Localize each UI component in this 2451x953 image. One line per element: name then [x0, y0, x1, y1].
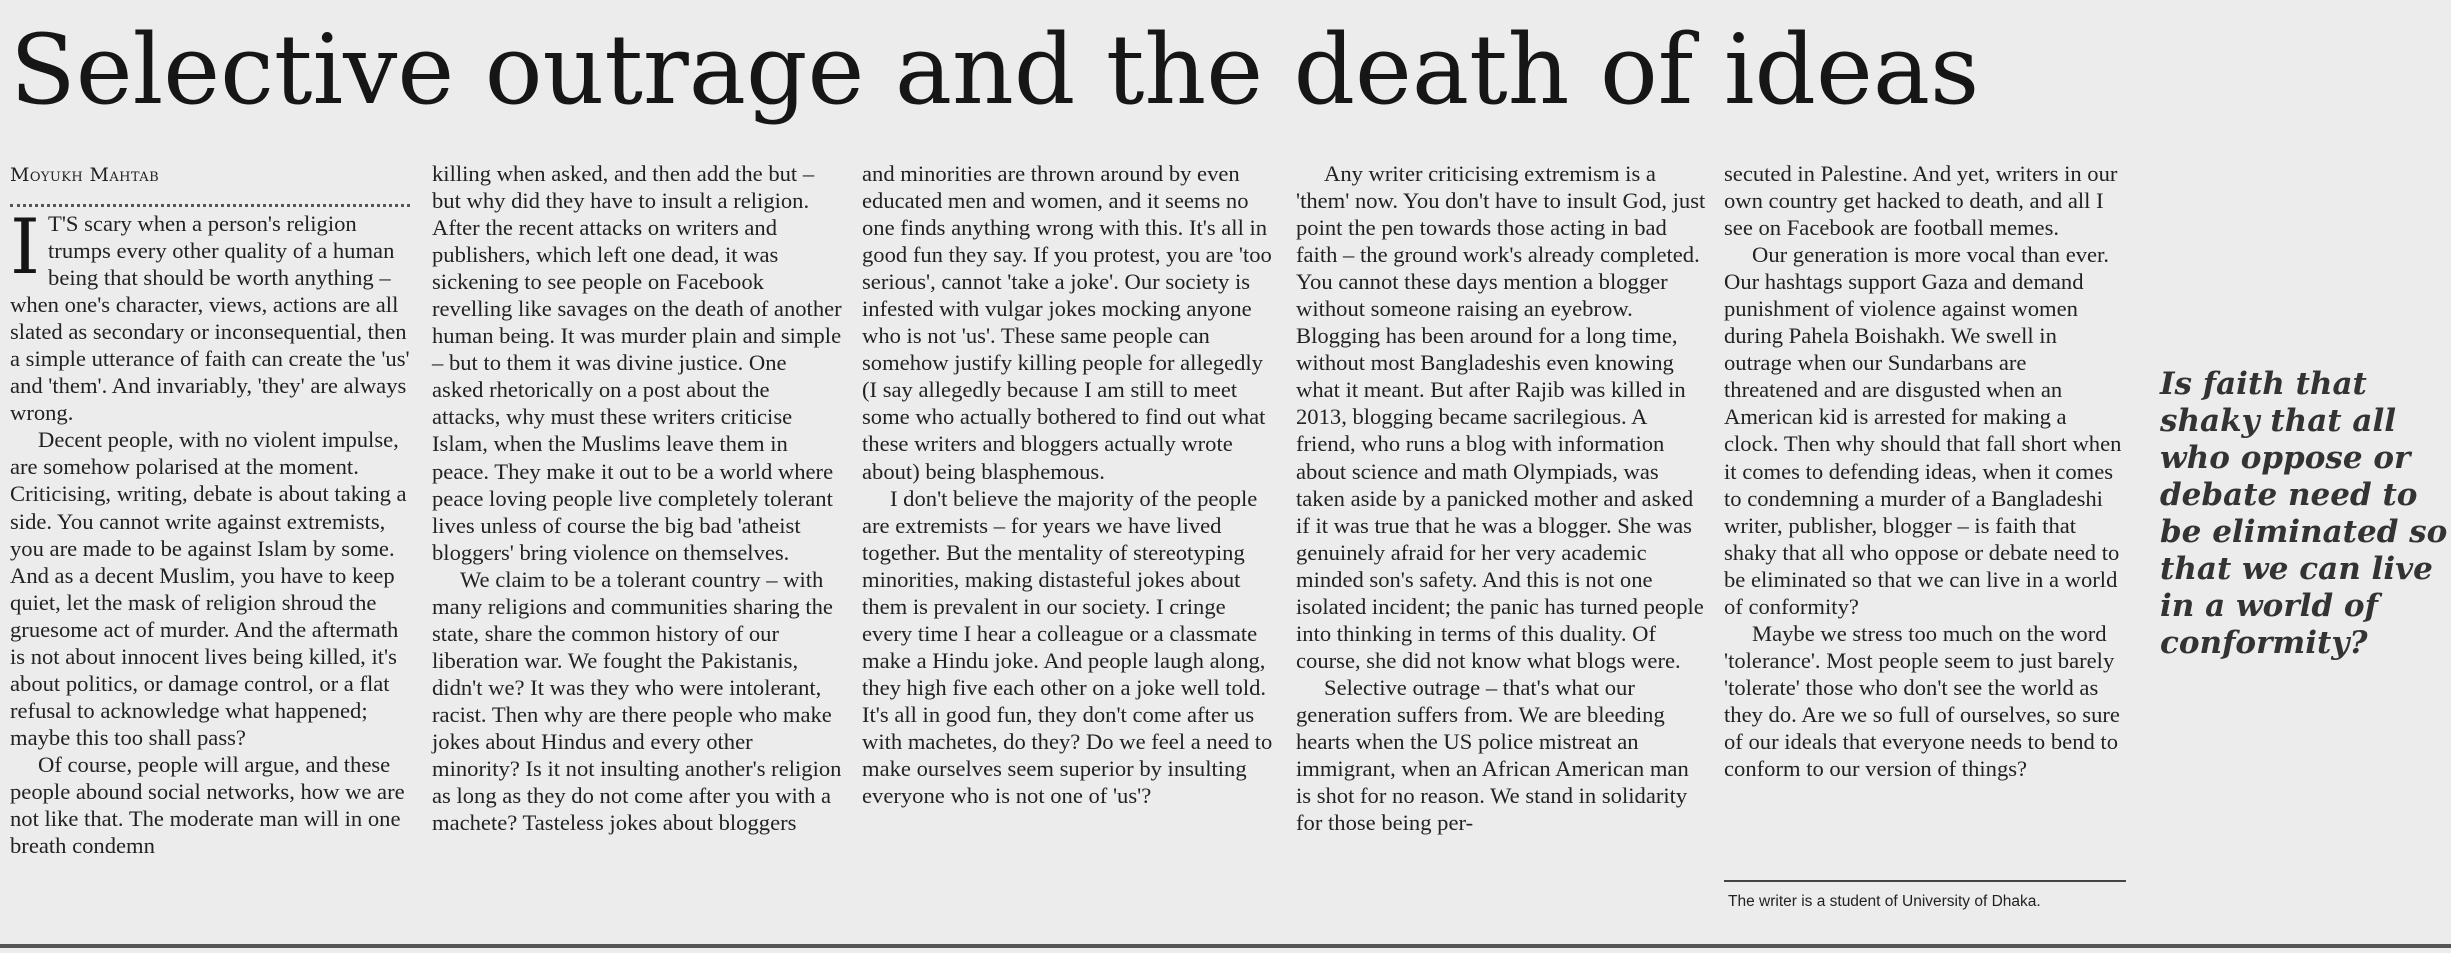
- paragraph: Our generation is more vocal than ever. Our hashtags support Gaza and demand punishment of violence against women during Pahela Boishakh. We swell in outrage when our Sundarbans are threatened and are disgusted when an American kid is arrested for making a clock. Then why should that fall short when it comes to defending ideas, when it comes to condemning a murder of a Bangladeshi writer, publisher, blogger – is faith that shaky that all who oppose or debate need to be eliminated so that we can live in a world of conformity?: [1724, 242, 2122, 619]
- pull-quote-line: Is faith that: [2160, 366, 2367, 402]
- paragraph: and minorities are thrown around by even educated men and women, and it seems no one finds anything wrong with this. It's all in good fun they say. If you protest, you are 'too serious', cannot 'take a joke'. Our society is infested with vulgar jokes mocking anyone who is not 'us'. These same people can somehow justify killing people for allegedly (I say allegedly because I am still to meet some who actually bothered to find out what these writers and bloggers actually wrote about) being blasphemous.: [862, 161, 1272, 484]
- pull-quote-line: conformity?: [2160, 625, 2368, 661]
- pull-quote: [2160, 366, 2450, 662]
- paragraph: Of course, people will argue, and these people abound social networks, how we are not like that. The moderate man will in one breath condemn: [10, 751, 405, 859]
- article-column-5: [1724, 160, 2126, 940]
- paragraph-text: T'S scary when a person's religion trumps every other quality of a human being that should be worth anything – when one's character, views, actions are all slated as secondary or inconsequential, then a simple utterance of faith can create the 'us' and 'them'. And invariably, 'they' are always wrong.: [10, 211, 410, 426]
- article-column-3: [862, 160, 1278, 940]
- credit-divider: [1724, 880, 2126, 882]
- pull-quote-line: be eliminated so: [2160, 514, 2448, 550]
- pull-quote-line: in a world of: [2160, 588, 2378, 624]
- paragraph: Any writer criticising extremism is a 'them' now. You don't have to insult God, just point the pen towards those acting in bad faith – the ground work's already completed. You cannot these days mention a blogger without someone raising an eyebrow. Blogging has been around for a long time, without most Bangladeshis even knowing what it meant. But after Rajib was killed in 2013, blogging became sacrilegious. A friend, who runs a blog with information about science and math Olympiads, was taken aside by a panicked mother and asked if it was true that he was a blogger. She was genuinely afraid for her very academic minded son's safety. And this is not one isolated incident; the panic has turned people into thinking in terms of this duality. Of course, she did not know what blogs were.: [1296, 161, 1706, 673]
- author-credit: The writer is a student of University of Dhaka.: [1728, 893, 2041, 910]
- byline: Moyukh Mahtab: [10, 164, 160, 186]
- pull-quote-line: that we can live: [2160, 551, 2433, 587]
- article-column-2: [432, 160, 842, 940]
- paragraph: secuted in Palestine. And yet, writers in our own country get hacked to death, and all I see on Facebook are football memes.: [1724, 161, 2118, 241]
- paragraph: Decent people, with no violent impulse, are somehow polarised at the moment. Criticising, writing, debate is about taking a side. You cannot write against extremists, you are made to be against Islam by some. And as a decent Muslim, you have to keep quiet, let the mask of religion shroud the gruesome act of murder. And the aftermath is not about innocent lives being killed, it's about politics, or damage control, or a flat refusal to acknowledge what happened; maybe this too shall pass?: [10, 427, 407, 750]
- byline-divider: [10, 204, 410, 207]
- pull-quote-line: debate need to: [2160, 477, 2418, 513]
- paragraph: I don't believe the majority of the people are extremists – for years we have lived together. But the mentality of stereotyping minorities, making distasteful jokes about them is prevalent in our society. I cringe every time I hear a colleague or a classmate make a Hindu joke. And people laugh along, they high five each other on a joke well told. It's all in good fun, they don't come after us with machetes, do they? Do we feel a need to make ourselves seem superior by insulting everyone who is not one of 'us'?: [862, 485, 1273, 809]
- paragraph: We claim to be a tolerant country – with many religions and communities sharing the state, share the common history of our liberation war. We fought the Pakistanis, didn't we? It was they who were intolerant, racist. Then why are there people who make jokes about Hindus and every other minority? Is it not insulting another's religion as long as they do not come after you with a machete? Tasteless jokes about bloggers: [432, 566, 842, 836]
- paragraph: [10, 202, 412, 426]
- pull-quote-line: who oppose or: [2160, 440, 2411, 476]
- page-bottom-rule: [0, 944, 2451, 948]
- article-column-4: [1296, 160, 1706, 940]
- pull-quote-line: shaky that all: [2160, 403, 2397, 439]
- drop-cap: I: [10, 202, 41, 291]
- paragraph: Selective outrage – that's what our generation suffers from. We are bleeding hearts when the US police mistreat an immigrant, when an African American man is shot for no reason. We stand in solidarity for those being per-: [1296, 674, 1689, 836]
- article-column-1: [10, 202, 412, 940]
- paragraph: killing when asked, and then add the but – but why did they have to insult a religion. After the recent attacks on writers and publishers, which left one dead, it was sickening to see people on Facebook revelling like savages on the death of another human being. It was murder plain and simple – but to them it was divine justice. One asked rhetorically on a post about the attacks, why must these writers criticise Islam, when the Muslims leave them in peace. They make it out to be a world where peace loving people live completely tolerant lives unless of course the big bad 'atheist bloggers' bring violence on themselves.: [432, 161, 842, 565]
- article-headline: Selective outrage and the death of ideas: [10, 14, 1980, 126]
- paragraph: Maybe we stress too much on the word 'tolerance'. Most people seem to just barely 'tolerate' those who don't see the world as they do. Are we so full of ourselves, so sure of our ideals that everyone needs to bend to conform to our version of things?: [1724, 620, 2120, 782]
